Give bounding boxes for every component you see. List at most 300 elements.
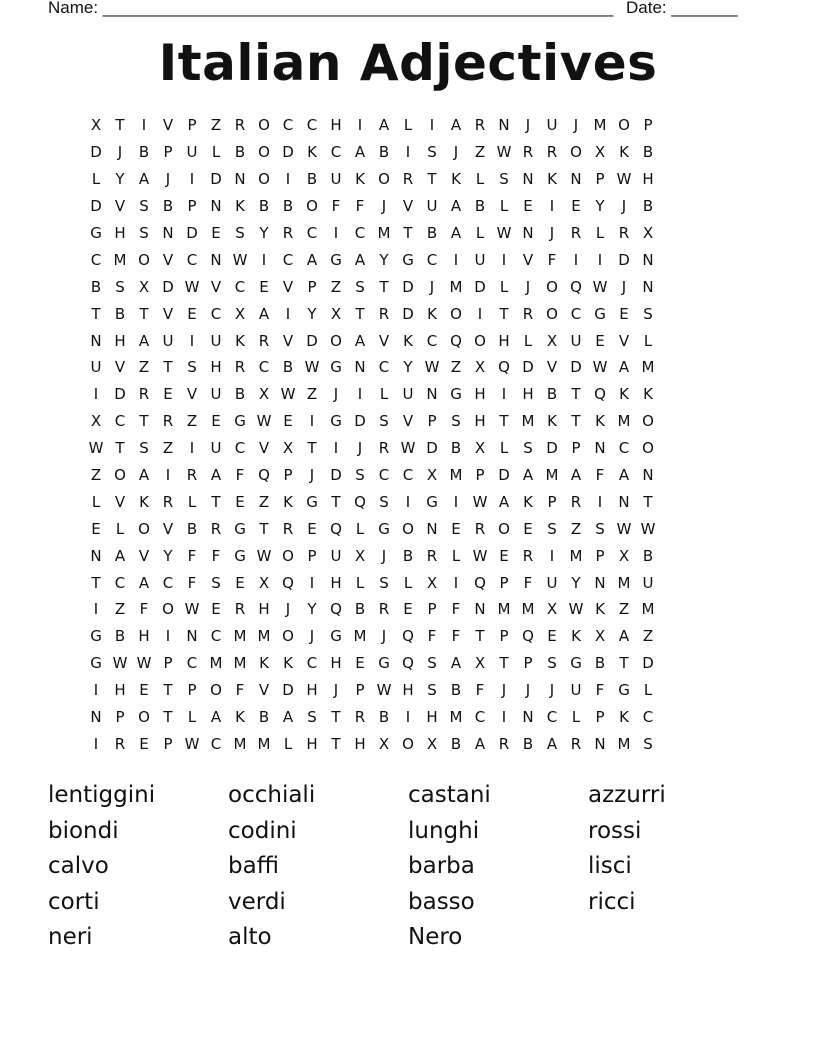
grid-letter: J bbox=[333, 681, 339, 700]
grid-letter: W bbox=[592, 358, 608, 377]
grid-letter: K bbox=[139, 492, 149, 511]
grid-letter: S bbox=[499, 170, 509, 189]
grid-letter: T bbox=[643, 492, 653, 511]
grid-letter: Z bbox=[90, 466, 102, 485]
grid-letter: A bbox=[210, 466, 222, 485]
grid-letter: L bbox=[115, 519, 125, 538]
grid-letter: O bbox=[498, 519, 510, 538]
grid-letter: N bbox=[618, 492, 630, 511]
grid-letter: L bbox=[187, 708, 197, 727]
grid-letter: P bbox=[187, 197, 197, 216]
grid-letter: N bbox=[162, 224, 174, 242]
grid-letter: B bbox=[114, 627, 126, 646]
grid-letter: J bbox=[165, 170, 171, 189]
grid-letter: A bbox=[450, 654, 462, 673]
grid-letter: A bbox=[138, 466, 150, 485]
grid-letter: Q bbox=[570, 277, 582, 296]
grid-letter: V bbox=[258, 681, 270, 700]
grid-letter: Q bbox=[330, 519, 342, 538]
grid-letter: F bbox=[235, 681, 245, 700]
grid-letter: S bbox=[115, 277, 125, 296]
grid-letter: B bbox=[90, 277, 102, 296]
grid-letter: C bbox=[378, 358, 390, 377]
grid-letter: Z bbox=[330, 277, 342, 296]
grid-letter: O bbox=[138, 519, 150, 538]
grid-letter: X bbox=[594, 143, 606, 162]
grid-letter: G bbox=[402, 250, 414, 269]
grid-letter: Z bbox=[114, 600, 126, 619]
grid-letter: J bbox=[525, 116, 531, 135]
grid-letter: L bbox=[499, 197, 509, 216]
grid-letter: W bbox=[472, 492, 488, 511]
grid-letter: E bbox=[283, 412, 293, 431]
grid-letter: O bbox=[402, 734, 414, 753]
grid-letter: C bbox=[618, 439, 630, 458]
grid-letter: R bbox=[618, 224, 630, 242]
grid-letter: J bbox=[621, 277, 627, 296]
grid-letter: O bbox=[546, 277, 558, 296]
word-list-item: castani bbox=[408, 782, 491, 808]
grid-letter: G bbox=[330, 250, 342, 269]
grid-letter: O bbox=[282, 546, 294, 565]
grid-letter: K bbox=[547, 170, 557, 189]
grid-letter: O bbox=[330, 331, 342, 350]
grid-letter: M bbox=[641, 600, 655, 619]
grid-letter: A bbox=[378, 116, 390, 135]
grid-letter: I bbox=[405, 492, 411, 511]
grid-letter: B bbox=[306, 170, 318, 189]
grid-letter: H bbox=[330, 654, 342, 673]
grid-letter: B bbox=[138, 143, 150, 162]
grid-letter: M bbox=[257, 734, 271, 753]
grid-letter: R bbox=[378, 439, 390, 458]
grid-letter: Z bbox=[210, 116, 222, 135]
grid-letter: G bbox=[330, 358, 342, 377]
grid-letter: J bbox=[357, 439, 363, 458]
grid-letter: U bbox=[474, 250, 486, 269]
grid-letter: J bbox=[285, 600, 291, 619]
grid-letter: R bbox=[234, 116, 246, 135]
grid-letter: M bbox=[497, 600, 511, 619]
grid-letter: A bbox=[138, 331, 150, 350]
grid-letter: J bbox=[381, 627, 387, 646]
grid-letter: U bbox=[90, 358, 102, 377]
grid-letter: S bbox=[547, 519, 557, 538]
grid-letter: U bbox=[330, 170, 342, 189]
grid-letter: I bbox=[453, 492, 459, 511]
grid-letter: M bbox=[569, 546, 583, 565]
grid-letter: R bbox=[282, 519, 294, 538]
grid-letter: F bbox=[595, 681, 605, 700]
grid-letter: R bbox=[498, 734, 510, 753]
grid-letter: C bbox=[114, 573, 126, 592]
grid-letter: P bbox=[499, 627, 509, 646]
grid-letter: T bbox=[163, 681, 173, 700]
grid-letter: I bbox=[93, 734, 99, 753]
grid-letter: X bbox=[378, 734, 390, 753]
grid-letter: I bbox=[357, 385, 363, 404]
grid-letter: T bbox=[139, 412, 149, 431]
grid-letter: U bbox=[210, 331, 222, 350]
word-list-item: codini bbox=[228, 817, 297, 844]
grid-letter: C bbox=[186, 654, 198, 673]
grid-letter: U bbox=[330, 546, 342, 565]
word-list-item: lentiggini bbox=[48, 782, 156, 808]
grid-letter: F bbox=[595, 466, 605, 485]
grid-letter: B bbox=[594, 654, 606, 673]
grid-letter: X bbox=[426, 573, 438, 592]
grid-letter: A bbox=[354, 331, 366, 350]
grid-letter: D bbox=[306, 331, 318, 350]
grid-letter: W bbox=[256, 546, 272, 565]
grid-letter: C bbox=[570, 304, 582, 323]
grid-letter: W bbox=[616, 170, 632, 189]
grid-letter: S bbox=[643, 734, 653, 753]
grid-letter: I bbox=[309, 573, 315, 592]
grid-letter: N bbox=[570, 170, 582, 189]
grid-letter: N bbox=[594, 573, 606, 592]
grid-letter: R bbox=[354, 708, 366, 727]
grid-letter: I bbox=[333, 439, 339, 458]
grid-letter: U bbox=[546, 116, 558, 135]
grid-letter: E bbox=[211, 600, 221, 619]
grid-letter: W bbox=[592, 277, 608, 296]
grid-letter: L bbox=[643, 331, 653, 350]
grid-letter: E bbox=[547, 627, 557, 646]
grid-letter: S bbox=[139, 224, 149, 242]
grid-letter: A bbox=[546, 734, 558, 753]
grid-letter: L bbox=[475, 224, 485, 242]
grid-letter: M bbox=[113, 250, 127, 269]
grid-letter: V bbox=[618, 331, 630, 350]
grid-letter: N bbox=[90, 708, 102, 727]
grid-letter: D bbox=[90, 143, 102, 162]
grid-letter: N bbox=[474, 600, 486, 619]
grid-letter: J bbox=[549, 681, 555, 700]
grid-letter: A bbox=[138, 573, 150, 592]
grid-letter: J bbox=[309, 466, 315, 485]
grid-letter: V bbox=[162, 304, 174, 323]
grid-letter: X bbox=[234, 304, 246, 323]
grid-letter: Y bbox=[595, 197, 605, 216]
grid-letter: B bbox=[450, 439, 462, 458]
grid-letter: E bbox=[307, 519, 317, 538]
grid-letter: M bbox=[545, 466, 559, 485]
grid-letter: D bbox=[402, 304, 414, 323]
grid-letter: V bbox=[138, 546, 150, 565]
grid-letter: X bbox=[426, 466, 438, 485]
grid-letter: P bbox=[283, 466, 293, 485]
grid-letter: S bbox=[139, 197, 149, 216]
grid-letter: D bbox=[282, 681, 294, 700]
grid-row bbox=[84, 112, 732, 139]
word-list-item: barba bbox=[408, 853, 475, 879]
grid-letter: W bbox=[136, 654, 152, 673]
grid-letter: N bbox=[234, 170, 246, 189]
grid-letter: Q bbox=[450, 331, 462, 350]
grid-letter: B bbox=[162, 197, 174, 216]
grid-letter: B bbox=[522, 734, 534, 753]
grid-letter: J bbox=[525, 277, 531, 296]
grid-letter: O bbox=[306, 197, 318, 216]
grid-letter: K bbox=[403, 331, 413, 350]
grid-letter: W bbox=[256, 412, 272, 431]
grid-letter: D bbox=[642, 654, 654, 673]
grid-letter: B bbox=[402, 546, 414, 565]
grid-letter: O bbox=[138, 708, 150, 727]
grid-letter: A bbox=[354, 250, 366, 269]
grid-letter: I bbox=[165, 627, 171, 646]
grid-letter: K bbox=[259, 654, 269, 673]
grid-letter: Q bbox=[258, 466, 270, 485]
grid-letter: S bbox=[427, 654, 437, 673]
grid-letter: S bbox=[523, 439, 533, 458]
grid-letter: R bbox=[522, 143, 534, 162]
grid-letter: P bbox=[595, 708, 605, 727]
grid-letter: T bbox=[91, 304, 101, 323]
grid-letter: G bbox=[378, 654, 390, 673]
grid-letter: E bbox=[235, 573, 245, 592]
grid-letter: N bbox=[642, 466, 654, 485]
grid-letter: G bbox=[90, 224, 102, 242]
grid-letter: N bbox=[642, 277, 654, 296]
grid-letter: O bbox=[642, 412, 654, 431]
grid-letter: O bbox=[546, 304, 558, 323]
grid-letter: G bbox=[90, 627, 102, 646]
grid-letter: W bbox=[376, 681, 392, 700]
grid-letter: L bbox=[355, 519, 365, 538]
grid-letter: C bbox=[210, 304, 222, 323]
grid-letter: A bbox=[522, 466, 534, 485]
name-date-line bbox=[48, 0, 748, 20]
grid-row bbox=[84, 596, 732, 623]
grid-letter: W bbox=[184, 734, 200, 753]
grid-letter: E bbox=[523, 519, 533, 538]
grid-letter: C bbox=[306, 654, 318, 673]
word-list-item: rossi bbox=[588, 817, 642, 844]
grid-letter: C bbox=[210, 627, 222, 646]
grid-letter: B bbox=[282, 358, 294, 377]
grid-letter: E bbox=[91, 519, 101, 538]
grid-letter: S bbox=[379, 412, 389, 431]
grid-letter: A bbox=[474, 734, 486, 753]
date-field-label: Date: _______ bbox=[626, 0, 738, 17]
grid-letter: S bbox=[451, 412, 461, 431]
grid-letter: A bbox=[570, 466, 582, 485]
grid-letter: E bbox=[499, 546, 509, 565]
grid-letter: B bbox=[282, 197, 294, 216]
grid-letter: H bbox=[114, 224, 126, 242]
grid-letter: M bbox=[521, 600, 535, 619]
grid-letter: R bbox=[282, 224, 294, 242]
grid-letter: I bbox=[357, 116, 363, 135]
grid-letter: N bbox=[594, 439, 606, 458]
grid-letter: L bbox=[403, 573, 413, 592]
grid-letter: C bbox=[330, 143, 342, 162]
grid-letter: X bbox=[282, 439, 294, 458]
grid-letter: E bbox=[139, 734, 149, 753]
grid-row bbox=[84, 246, 732, 273]
grid-letter: I bbox=[405, 143, 411, 162]
grid-letter: T bbox=[211, 492, 221, 511]
grid-letter: U bbox=[570, 681, 582, 700]
grid-letter: N bbox=[354, 358, 366, 377]
grid-letter: M bbox=[377, 224, 391, 242]
grid-letter: I bbox=[549, 546, 555, 565]
grid-letter: G bbox=[234, 546, 246, 565]
grid-letter: S bbox=[379, 573, 389, 592]
grid-letter: N bbox=[498, 116, 510, 135]
grid-row bbox=[84, 462, 732, 489]
grid-letter: A bbox=[258, 304, 270, 323]
grid-letter: T bbox=[355, 304, 365, 323]
grid-letter: T bbox=[163, 708, 173, 727]
grid-letter: U bbox=[210, 385, 222, 404]
grid-letter: P bbox=[427, 412, 437, 431]
grid-letter: S bbox=[355, 277, 365, 296]
grid-letter: X bbox=[594, 627, 606, 646]
grid-letter: M bbox=[641, 358, 655, 377]
grid-letter: I bbox=[501, 708, 507, 727]
grid-letter: R bbox=[570, 734, 582, 753]
grid-letter: A bbox=[282, 708, 294, 727]
grid-letter: S bbox=[379, 492, 389, 511]
grid-letter: O bbox=[258, 143, 270, 162]
grid-letter: W bbox=[424, 358, 440, 377]
grid-letter: C bbox=[546, 708, 558, 727]
grid-letter: O bbox=[114, 466, 126, 485]
grid-letter: H bbox=[522, 385, 534, 404]
grid-letter: B bbox=[234, 143, 246, 162]
grid-letter: I bbox=[573, 250, 579, 269]
grid-letter: E bbox=[571, 197, 581, 216]
grid-letter: C bbox=[282, 250, 294, 269]
grid-letter: S bbox=[307, 708, 317, 727]
grid-letter: G bbox=[570, 654, 582, 673]
grid-letter: K bbox=[283, 492, 293, 511]
word-list-item: neri bbox=[48, 924, 93, 950]
grid-letter: B bbox=[642, 546, 654, 565]
grid-letter: B bbox=[450, 681, 462, 700]
grid-letter: J bbox=[333, 385, 339, 404]
grid-letter: Q bbox=[354, 492, 366, 511]
grid-letter: K bbox=[619, 708, 629, 727]
grid-letter: H bbox=[354, 734, 366, 753]
grid-letter: E bbox=[259, 277, 269, 296]
grid-letter: O bbox=[642, 439, 654, 458]
grid-letter: V bbox=[186, 385, 198, 404]
grid-letter: V bbox=[162, 519, 174, 538]
grid-letter: J bbox=[381, 197, 387, 216]
grid-letter: R bbox=[258, 331, 270, 350]
grid-letter: N bbox=[522, 224, 534, 242]
grid-letter: F bbox=[187, 546, 197, 565]
grid-letter: A bbox=[450, 116, 462, 135]
grid-letter: Q bbox=[474, 573, 486, 592]
grid-letter: S bbox=[595, 519, 605, 538]
grid-letter: D bbox=[354, 412, 366, 431]
grid-letter: I bbox=[141, 116, 147, 135]
grid-letter: X bbox=[474, 439, 486, 458]
grid-row bbox=[84, 273, 732, 300]
grid-letter: I bbox=[549, 197, 555, 216]
grid-letter: Q bbox=[402, 654, 414, 673]
grid-letter: J bbox=[525, 681, 531, 700]
grid-letter: H bbox=[210, 358, 222, 377]
grid-letter: S bbox=[235, 224, 245, 242]
grid-letter: W bbox=[88, 439, 104, 458]
grid-letter: Q bbox=[402, 627, 414, 646]
grid-letter: E bbox=[139, 681, 149, 700]
grid-letter: F bbox=[187, 573, 197, 592]
grid-letter: L bbox=[403, 116, 413, 135]
grid-letter: P bbox=[187, 681, 197, 700]
grid-letter: I bbox=[333, 224, 339, 242]
grid-row bbox=[84, 300, 732, 327]
grid-letter: C bbox=[90, 250, 102, 269]
grid-letter: K bbox=[451, 170, 461, 189]
grid-letter: E bbox=[523, 197, 533, 216]
grid-letter: C bbox=[234, 439, 246, 458]
grid-letter: P bbox=[547, 492, 557, 511]
grid-letter: T bbox=[163, 358, 173, 377]
grid-letter: R bbox=[114, 734, 126, 753]
grid-letter: P bbox=[643, 116, 653, 135]
grid-letter: P bbox=[595, 546, 605, 565]
grid-letter: P bbox=[115, 708, 125, 727]
grid-letter: Y bbox=[259, 224, 269, 242]
grid-letter: N bbox=[522, 708, 534, 727]
grid-letter: T bbox=[499, 304, 509, 323]
grid-letter: N bbox=[426, 519, 438, 538]
grid-letter: M bbox=[449, 466, 463, 485]
grid-letter: B bbox=[234, 385, 246, 404]
grid-letter: V bbox=[258, 439, 270, 458]
grid-letter: C bbox=[426, 250, 438, 269]
grid-letter: S bbox=[427, 143, 437, 162]
grid-letter: Q bbox=[498, 358, 510, 377]
grid-letter: U bbox=[570, 331, 582, 350]
grid-letter: J bbox=[621, 197, 627, 216]
grid-letter: K bbox=[235, 197, 245, 216]
grid-letter: F bbox=[331, 197, 341, 216]
grid-letter: L bbox=[475, 170, 485, 189]
grid-letter: R bbox=[210, 519, 222, 538]
grid-letter: K bbox=[523, 492, 533, 511]
grid-letter: C bbox=[354, 224, 366, 242]
grid-letter: W bbox=[616, 519, 632, 538]
grid-letter: X bbox=[354, 546, 366, 565]
grid-row bbox=[84, 166, 732, 193]
grid-letter: X bbox=[90, 116, 102, 135]
grid-letter: I bbox=[597, 250, 603, 269]
grid-letter: N bbox=[90, 546, 102, 565]
grid-letter: W bbox=[640, 519, 656, 538]
grid-letter: B bbox=[426, 224, 438, 242]
grid-letter: T bbox=[427, 170, 437, 189]
grid-letter: K bbox=[235, 708, 245, 727]
grid-letter: R bbox=[474, 519, 486, 538]
grid-letter: O bbox=[618, 116, 630, 135]
word-list-item: azzurri bbox=[588, 782, 666, 808]
grid-letter: L bbox=[595, 224, 605, 242]
grid-letter: X bbox=[258, 573, 270, 592]
grid-letter: C bbox=[642, 708, 654, 727]
grid-letter: O bbox=[402, 519, 414, 538]
grid-letter: K bbox=[595, 412, 605, 431]
grid-letter: C bbox=[210, 734, 222, 753]
grid-letter: I bbox=[501, 385, 507, 404]
